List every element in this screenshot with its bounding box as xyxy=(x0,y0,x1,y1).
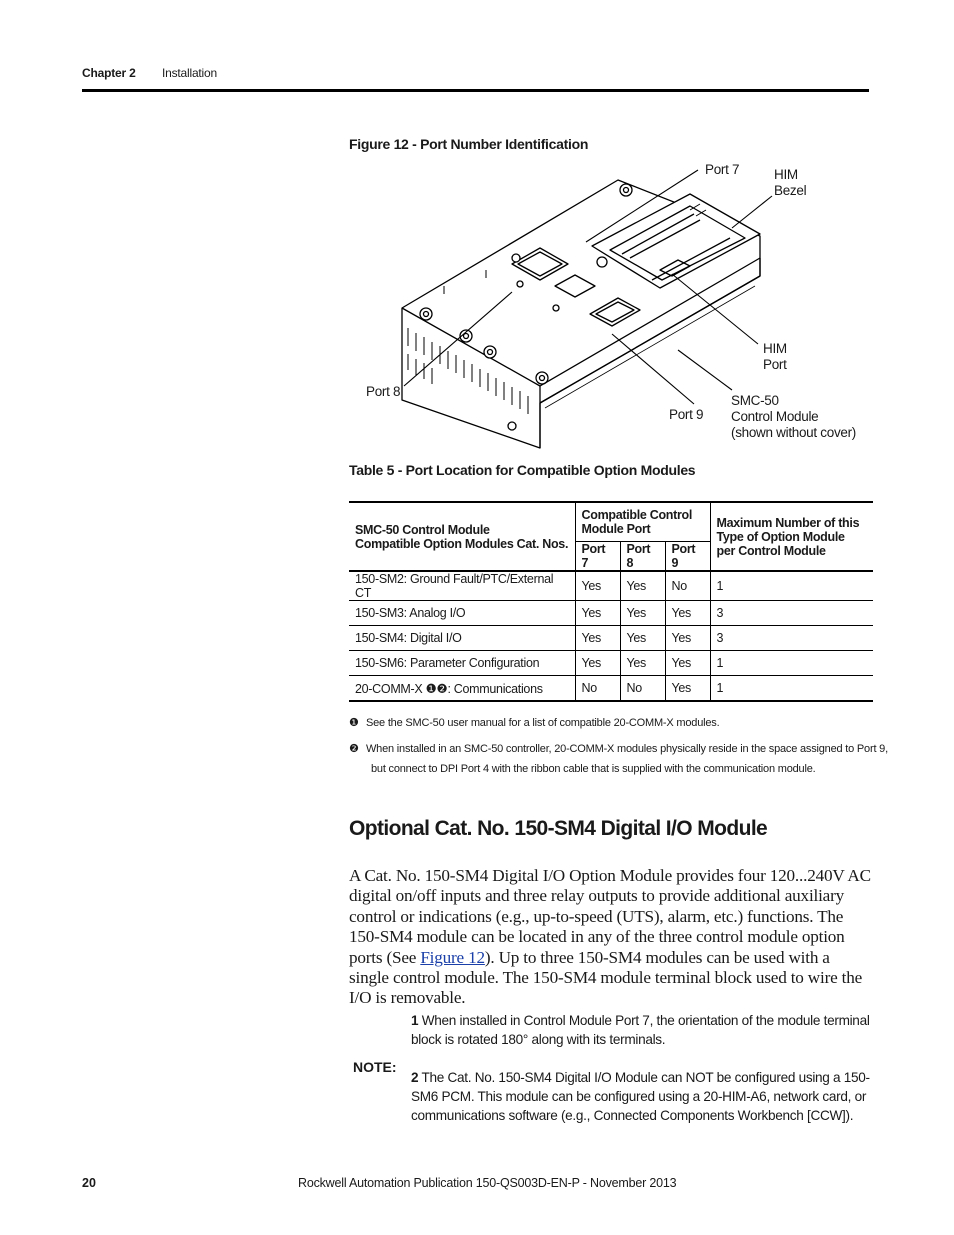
cell-module: 150-SM2: Ground Fault/PTC/External CT xyxy=(349,571,575,601)
footnote-marks: ❶❷ xyxy=(425,681,448,696)
cell-max: 1 xyxy=(710,676,873,702)
table-caption: Table 5 - Port Location for Compatible Option Modules xyxy=(349,462,696,478)
header-module: SMC-50 Control Module Compatible Option Modules Cat. Nos. xyxy=(349,502,575,571)
callout-him-bezel-1: HIM xyxy=(774,167,798,182)
header-port8: Port 8 xyxy=(620,542,665,572)
figure-caption: Figure 12 - Port Number Identification xyxy=(349,136,589,152)
table-row xyxy=(349,626,873,651)
publication-info: Rockwell Automation Publication 150-QS003D-EN-P - November 2013 xyxy=(298,1176,677,1190)
table-row xyxy=(349,676,873,702)
callout-him-port-1: HIM xyxy=(763,341,787,356)
cell-port7: Yes xyxy=(575,651,620,676)
port-location-table xyxy=(349,501,873,702)
callout-port7: Port 7 xyxy=(705,162,740,177)
cell-port8: Yes xyxy=(620,571,665,601)
cell-max: 3 xyxy=(710,626,873,651)
header-rule xyxy=(82,89,869,92)
body-paragraph: A Cat. No. 150-SM4 Digital I/O Option Module provides four 120...240V AC digital on/off inputs and three relay outputs to provide additional auxiliary control or indications (e.g., up-to-speed (UTS), alarm, etc.) functions. The 150-SM4 module can be located in any of the three control module option ports (See Figure 12). Up to three 150-SM4 modules can be used with a single control module. The 150-SM4 module terminal block used to wire the I/O is removable. xyxy=(349,866,871,1008)
section-title: Optional Cat. No. 150-SM4 Digital I/O Module xyxy=(349,817,768,840)
header-port7: Port 7 xyxy=(575,542,620,572)
callout-port8: Port 8 xyxy=(366,384,401,399)
figure-12-link[interactable]: Figure 12 xyxy=(420,947,485,967)
callout-him-port-2: Port xyxy=(763,357,787,372)
chapter-label: Chapter 2 xyxy=(82,66,136,80)
callout-him-bezel-2: Bezel xyxy=(774,183,807,198)
cell-port9: Yes xyxy=(665,651,710,676)
header-port9: Port 9 xyxy=(665,542,710,572)
callout-port9: Port 9 xyxy=(669,407,704,422)
cell-port9: Yes xyxy=(665,626,710,651)
cell-port9: Yes xyxy=(665,601,710,626)
header-max-number: Maximum Number of this Type of Option Module per Control Module xyxy=(710,502,873,571)
cell-port8: Yes xyxy=(620,601,665,626)
note-item-2: 2 The Cat. No. 150-SM4 Digital I/O Module can NOT be configured using a 150-SM6 PCM. This module can be configured using a 20-HIM-A6, network card, or communications software (e.g., Connected Components Workbench [CCW]). xyxy=(411,1070,870,1123)
cell-module: 20-COMM-X ❶❷: Communications xyxy=(349,676,575,702)
cell-port8: Yes xyxy=(620,626,665,651)
table-row xyxy=(349,601,873,626)
table-row xyxy=(349,651,873,676)
section-label: Installation xyxy=(162,66,217,80)
cell-port7: Yes xyxy=(575,601,620,626)
cell-module: 150-SM4: Digital I/O xyxy=(349,626,575,651)
cell-port7: Yes xyxy=(575,626,620,651)
callout-smc-2: Control Module xyxy=(731,409,819,424)
cell-port8: Yes xyxy=(620,651,665,676)
cell-port9: Yes xyxy=(665,676,710,702)
header-compatible-port: Compatible Control Module Port xyxy=(575,502,710,542)
cell-max: 1 xyxy=(710,651,873,676)
cell-port7: Yes xyxy=(575,571,620,601)
table-row xyxy=(349,571,873,601)
note-item-1: 1 When installed in Control Module Port 7, the orientation of the module terminal block is rotated 180° along with its terminals. xyxy=(411,1013,870,1047)
callout-smc-1: SMC-50 xyxy=(731,393,779,408)
cell-port8: No xyxy=(620,676,665,702)
footnote-2: ❷ When installed in an SMC-50 controller, 20-COMM-X modules physically reside in the space assigned to Port 9, but connect to DPI Port 4 with the ribbon cable that is supplied with the communication module. xyxy=(349,743,888,775)
page-number: 20 xyxy=(82,1176,96,1190)
cell-max: 1 xyxy=(710,571,873,601)
cell-module: 150-SM3: Analog I/O xyxy=(349,601,575,626)
callout-smc-3: (shown without cover) xyxy=(731,425,857,440)
note-label: NOTE: xyxy=(353,1059,397,1075)
cell-max: 3 xyxy=(710,601,873,626)
cell-port7: No xyxy=(575,676,620,702)
cell-port9: No xyxy=(665,571,710,601)
footnote-1: ❶ See the SMC-50 user manual for a list of compatible 20-COMM-X modules. xyxy=(349,717,720,729)
cell-module: 150-SM6: Parameter Configuration xyxy=(349,651,575,676)
